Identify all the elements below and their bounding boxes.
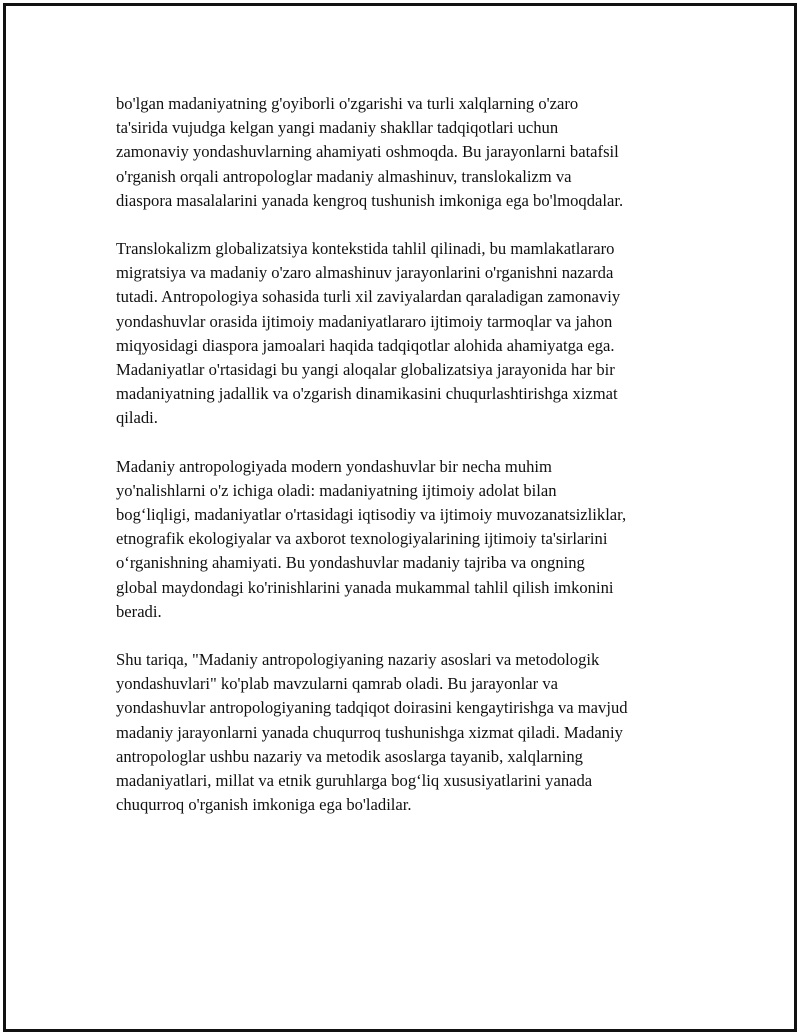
text-line: tutadi. Antropologiya sohasida turli xil zaviyalardan qaraladigan zamonaviy: [116, 287, 621, 307]
text-line: madaniyatlari, millat va etnik guruhlarga bog‘liq xususiyatlarini yanada: [116, 771, 593, 791]
text-line: zamonaviy yondashuvlarning ahamiyati oshmoqda. Bu jarayonlarni batafsil: [116, 142, 619, 162]
text-line: qiladi.: [116, 408, 158, 428]
text-line: Madaniyatlar o'rtasidagi bu yangi aloqalar globalizatsiya jarayonida har bir: [116, 360, 615, 380]
text-line: o‘rganishning ahamiyati. Bu yondashuvlar madaniy tajriba va ongning: [116, 553, 585, 573]
text-line: madaniy jarayonlarni yanada chuqurroq tushunishga xizmat qiladi. Madaniy: [116, 722, 623, 742]
text-line: diaspora masalalarini yanada kengroq tushunish imkoniga ega bo'lmoqdalar.: [116, 190, 624, 210]
text-line: ta'sirida vujudga kelgan yangi madaniy shakllar tadqiqotlari uchun: [116, 118, 559, 138]
text-line: Shu tariqa, "Madaniy antropologiyaning nazariy asoslari va metodologik: [116, 650, 600, 670]
text-line: yondashuvlari" ko'plab mavzularni qamrab oladi. Bu jarayonlar va: [116, 674, 558, 694]
text-line: bog‘liqligi, madaniyatlar o'rtasidagi iqtisodiy va ijtimoiy muvozanatsizliklar,: [116, 505, 627, 525]
text-line: migratsiya va madaniy o'zaro almashinuv jarayonlarini o'rganishni nazarda: [116, 263, 614, 283]
text-line: yondashuvlar antropologiyaning tadqiqot doirasini kengaytirishga va mavjud: [116, 698, 628, 718]
paragraph: [116, 237, 696, 431]
text-line: chuqurroq o'rganish imkoniga ega bo'ladilar.: [116, 795, 412, 815]
text-line: antropologlar ushbu nazariy va metodik asoslarga tayanib, xalqlarning: [116, 746, 583, 766]
text-line: yondashuvlar orasida ijtimoiy madaniyatlararo ijtimoiy tarmoqlar va jahon: [116, 311, 613, 331]
text-line: bo'lgan madaniyatning g'oyiborli o'zgarishi va turli xalqlarning o'zaro: [116, 94, 579, 113]
paragraph: [116, 455, 696, 624]
text-line: yo'nalishlarni o'z ichiga oladi: madaniyatning ijtimoiy adolat bilan: [116, 480, 557, 500]
paragraph: [116, 92, 696, 213]
document-body: [116, 92, 696, 841]
text-line: Madaniy antropologiyada modern yondashuvlar bir necha muhim: [116, 456, 552, 476]
text-line: global maydondagi ko'rinishlarini yanada mukammal tahlil qilish imkonini: [116, 577, 614, 597]
text-line: etnografik ekologiyalar va axborot texnologiyalarining ijtimoiy ta'sirlarini: [116, 529, 608, 549]
text-line: beradi.: [116, 601, 162, 621]
text-line: miqyosidagi diaspora jamoalari haqida tadqiqotlar alohida ahamiyatga ega.: [116, 335, 615, 355]
paragraph: [116, 648, 696, 817]
text-line: madaniyatning jadallik va o'zgarish dinamikasini chuqurlashtirishga xizmat: [116, 384, 618, 404]
text-line: o'rganish orqali antropologlar madaniy almashinuv, translokalizm va: [116, 166, 572, 186]
text-line: Translokalizm globalizatsiya kontekstida tahlil qilinadi, bu mamlakatlararo: [116, 239, 615, 259]
